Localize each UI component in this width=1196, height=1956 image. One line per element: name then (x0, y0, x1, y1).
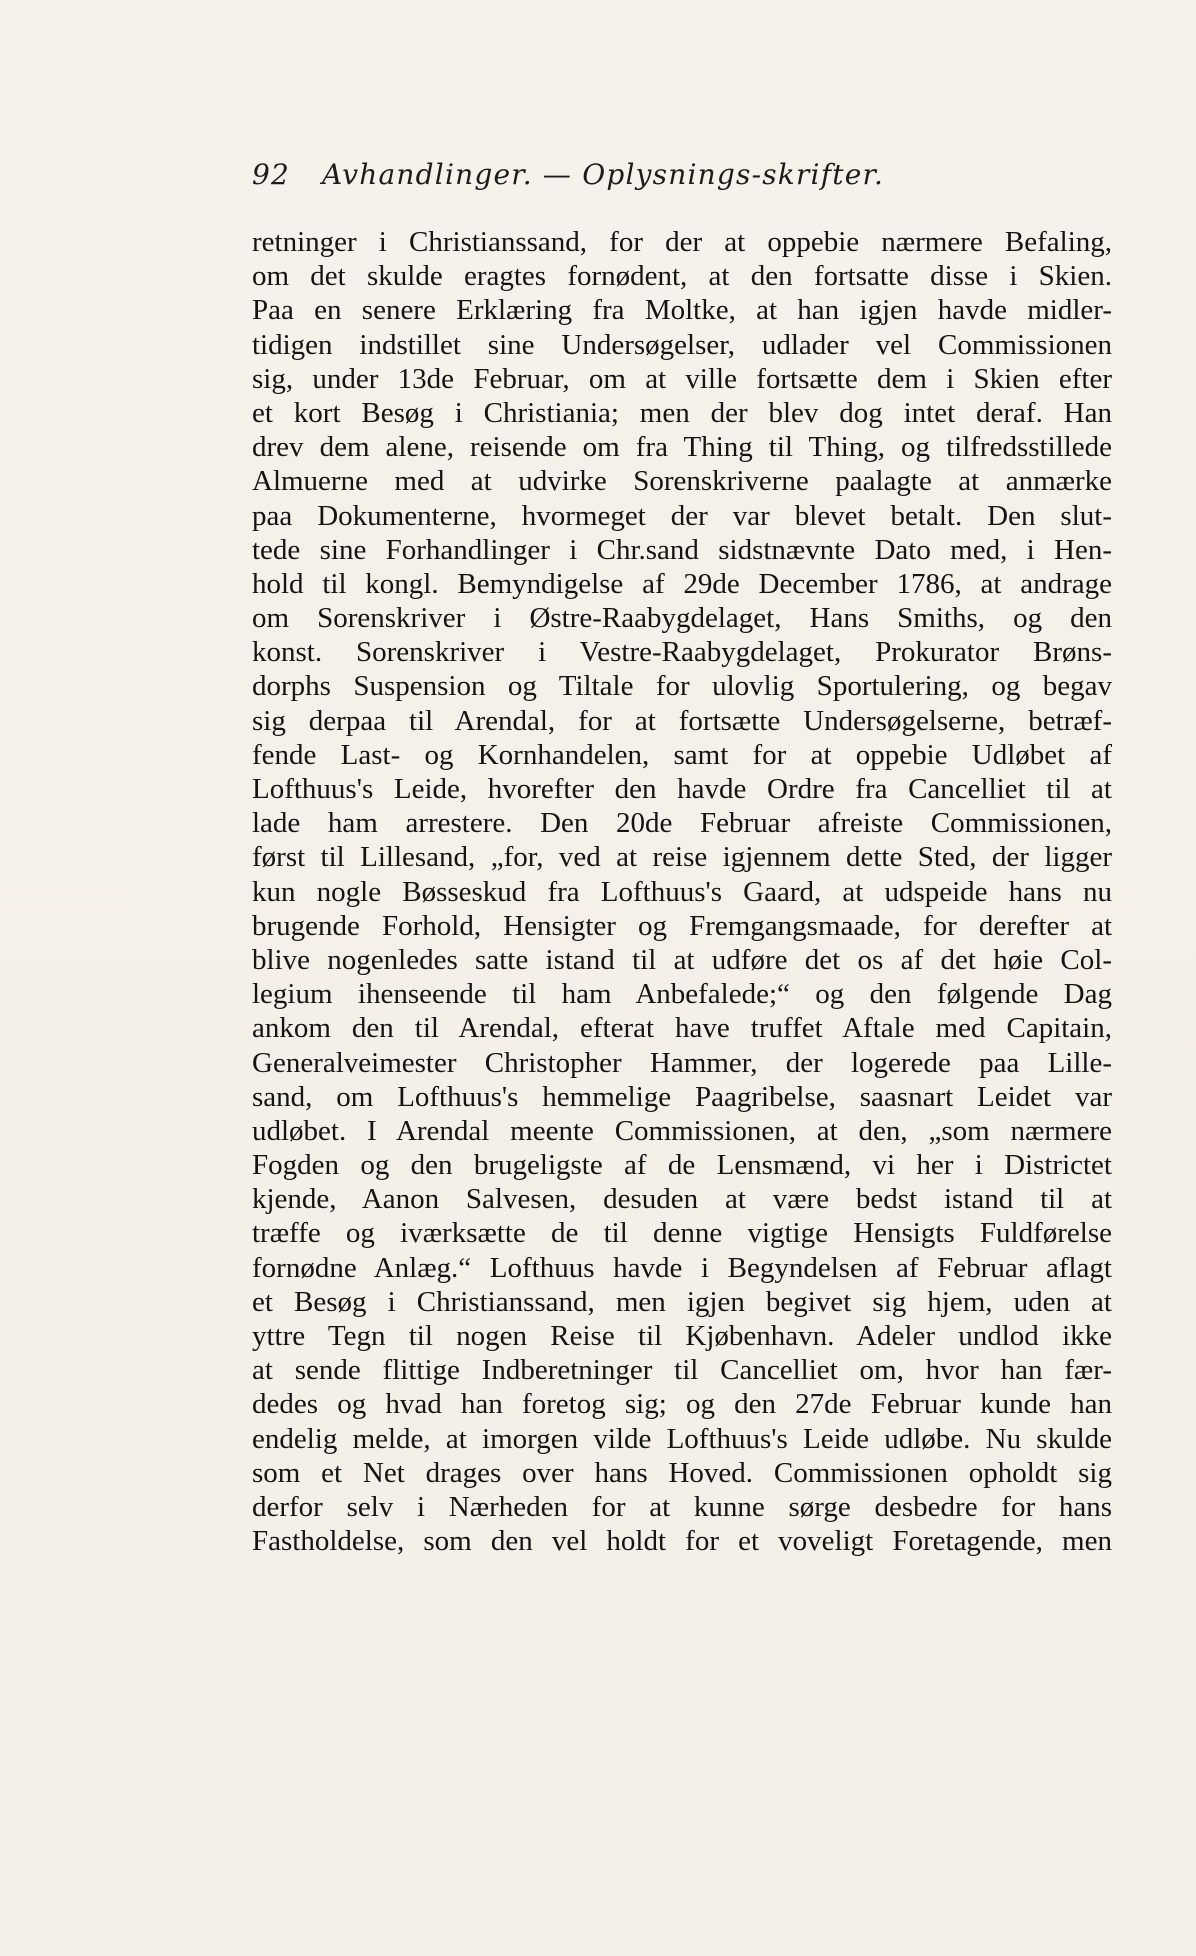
text-line: tede sine Forhandlinger i Chr.sand sidstnævnte Dato med, i Hen- (252, 533, 1112, 566)
text-line: Fogden og den brugeligste af de Lensmænd, vi her i Districtet (252, 1149, 1112, 1182)
text-line: Lofthuus's Leide, hvorefter den havde Ordre fra Cancelliet til at (252, 773, 1112, 805)
text-line: paa Dokumenterne, hvormeget der var blevet betalt. Den slut- (252, 499, 1112, 532)
text-line: Generalveimester Christopher Hammer, der logerede paa Lille- (252, 1046, 1112, 1079)
text-line: retninger i Christianssand, for der at oppebie nærmere Befaling, (252, 226, 1112, 258)
text-line: Fastholdelse, som den vel holdt for et voveligt Foretagende, men (252, 1525, 1112, 1558)
text-line: yttre Tegn til nogen Reise til Kjøbenhavn. Adeler undlod ikke (252, 1320, 1112, 1352)
text-line: et Besøg i Christianssand, men igjen begivet sig hjem, uden at (252, 1285, 1112, 1318)
text-line: derfor selv i Nærheden for at kunne sørge desbedre for hans (252, 1490, 1112, 1523)
text-line: sig, under 13de Februar, om at ville fortsætte dem i Skien efter (252, 362, 1112, 395)
text-line: ankom den til Arendal, efterat have truffet Aftale med Capitain, (252, 1012, 1112, 1045)
text-line: legium ihenseende til ham Anbefalede;“ og den følgende Dag (252, 978, 1112, 1011)
text-line: sig derpaa til Arendal, for at fortsætte Undersøgelserne, betræf- (252, 704, 1112, 737)
text-line: kjende, Aanon Salvesen, desuden at være bedst istand til at (252, 1183, 1112, 1216)
running-head-title: Avhandlinger. — Oplysnings-skrifter. (322, 158, 885, 191)
text-line: først til Lillesand, „for, ved at reise igjennem dette Sted, der ligger (252, 841, 1112, 874)
text-line: et kort Besøg i Christiania; men der blev dog intet deraf. Han (252, 396, 1112, 429)
text-line: dorphs Suspension og Tiltale for ulovlig Sportulering, og begav (252, 670, 1112, 703)
text-line: fende Last- og Kornhandelen, samt for at oppebie Udløbet af (252, 738, 1112, 771)
text-line: fornødne Anlæg.“ Lofthuus havde i Begyndelsen af Februar aflagt (252, 1251, 1112, 1284)
text-line: kun nogle Bøsseskud fra Lofthuus's Gaard, at udspeide hans nu (252, 875, 1112, 908)
text-line: brugende Forhold, Hensigter og Fremgangsmaade, for derefter at (252, 909, 1112, 942)
text-line: tidigen indstillet sine Undersøgelser, udlader vel Commissionen (252, 328, 1112, 361)
text-line: endelig melde, at imorgen vilde Lofthuus's Leide udløbe. Nu skulde (252, 1422, 1112, 1455)
text-line: konst. Sorenskriver i Vestre-Raabygdelaget, Prokurator Brøns- (252, 636, 1112, 669)
text-line: træffe og iværksætte de til denne vigtige Hensigts Fuldførelse (252, 1217, 1112, 1250)
text-line: drev dem alene, reisende om fra Thing til Thing, og tilfredsstillede (252, 431, 1112, 464)
page-number: 92 (252, 158, 291, 191)
text-line: om det skulde eragtes fornødent, at den fortsatte disse i Skien. (252, 260, 1112, 293)
text-line: udløbet. I Arendal meente Commissionen, at den, „som nærmere (252, 1114, 1112, 1147)
text-line: lade ham arrestere. Den 20de Februar afreiste Commissionen, (252, 807, 1112, 840)
running-head (252, 158, 1112, 202)
text-line: dedes og hvad han foretog sig; og den 27de Februar kunde han (252, 1388, 1112, 1421)
text-line: om Sorenskriver i Østre-Raabygdelaget, Hans Smiths, og den (252, 602, 1112, 635)
text-line: hold til kongl. Bemyndigelse af 29de December 1786, at andrage (252, 567, 1112, 600)
text-line: Paa en senere Erklæring fra Moltke, at han igjen havde midler- (252, 294, 1112, 327)
text-line: at sende flittige Indberetninger til Cancelliet om, hvor han fær- (252, 1354, 1112, 1387)
text-line: Almuerne med at udvirke Sorenskriverne paalagte at anmærke (252, 465, 1112, 498)
text-line: blive nogenledes satte istand til at udføre det os af det høie Col- (252, 943, 1112, 976)
text-line: som et Net drages over hans Hoved. Commissionen opholdt sig (252, 1456, 1112, 1489)
body-text (252, 225, 1112, 1558)
text-line: sand, om Lofthuus's hemmelige Paagribelse, saasnart Leidet var (252, 1080, 1112, 1113)
